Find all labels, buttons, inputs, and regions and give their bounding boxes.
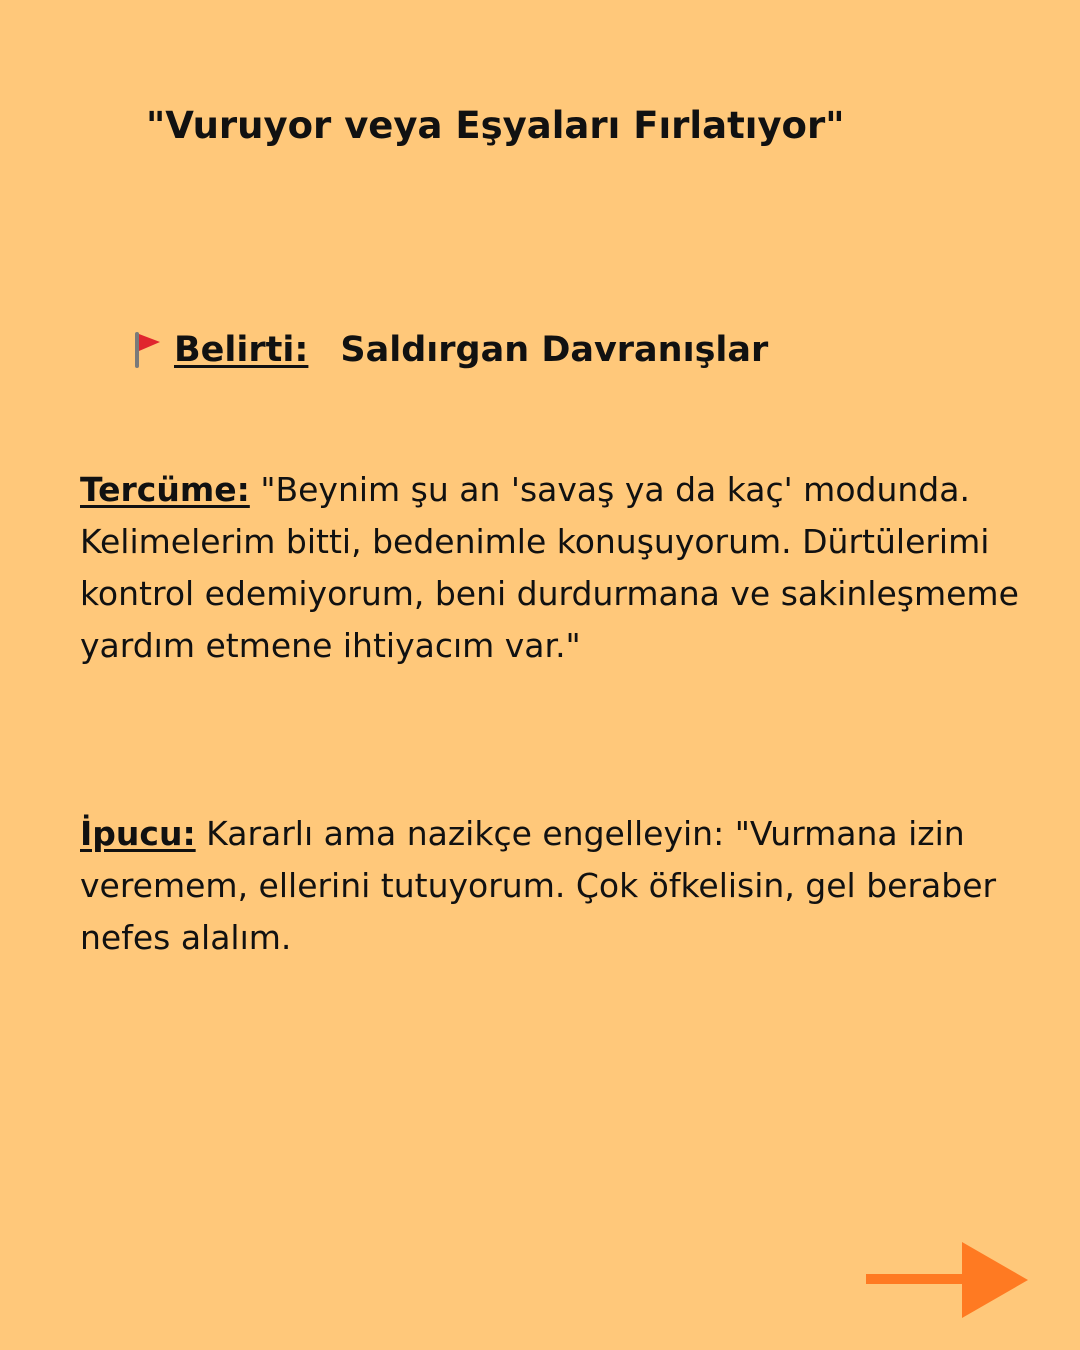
translation-text: "Beynim şu an 'savaş ya da kaç' modunda. Kelimelerim bitti, bedenimle konuşuyorum. Dürtülerimi kontrol edemiyorum, beni durdurmana ve sakinleşmeme yardım etmene ihtiyacım var." [80, 470, 1019, 665]
symptom-label: Belirti: [174, 330, 309, 370]
page-title: "Vuruyor veya Eşyaları Fırlatıyor" [146, 104, 845, 147]
translation-paragraph [80, 464, 1020, 672]
arrow-right-icon[interactable] [864, 1240, 1030, 1320]
red-flag-icon [132, 330, 162, 370]
tip-label: İpucu: [80, 814, 196, 853]
translation-label: Tercüme: [80, 470, 250, 509]
tip-paragraph [80, 808, 1020, 964]
tip-text: Kararlı ama nazikçe engelleyin: "Vurmana izin veremem, ellerini tutuyorum. Çok öfkelisin, gel beraber nefes alalım. [80, 814, 997, 957]
symptom-value: Saldırgan Davranışlar [340, 330, 769, 370]
symptom-row [132, 330, 768, 370]
